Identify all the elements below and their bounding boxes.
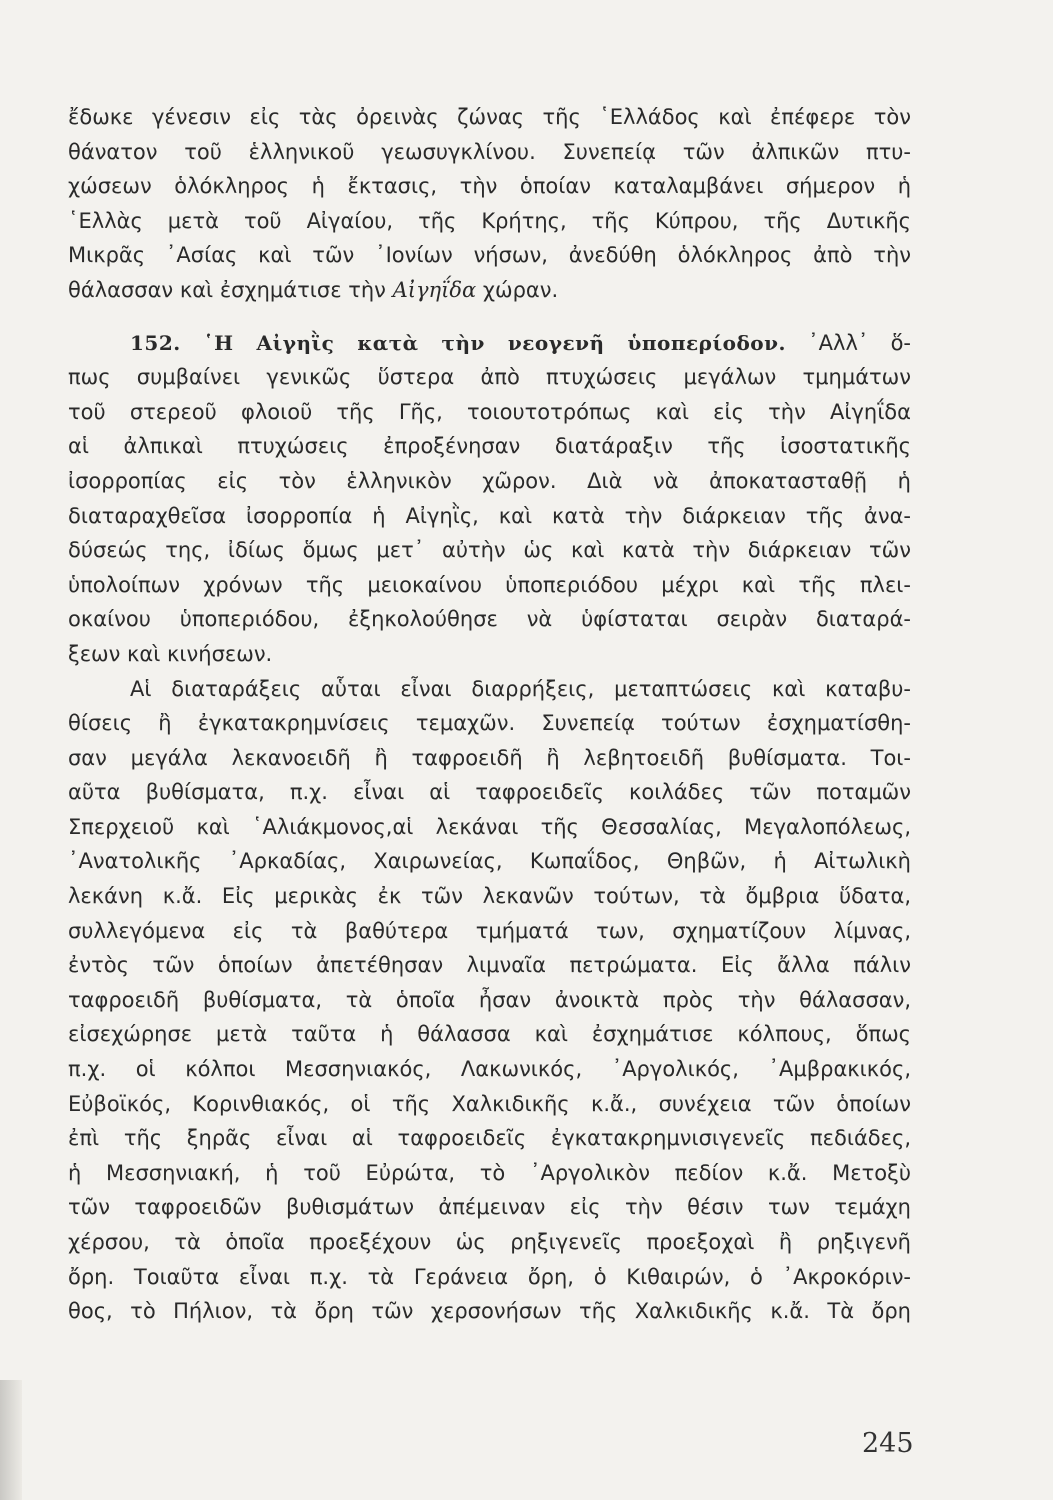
text-line: τοῦ στερεοῦ φλοιοῦ τῆς Γῆς, τοιουτοτρόπως καὶ εἰς τὴν Αἰγηΐδα [68,399,911,424]
text-line: Εὐβοϊκός, Κορινθιακός, οἱ τῆς Χαλκιδικῆς κ.ἄ., συνέχεια τῶν ὁποίων [68,1091,911,1116]
text-line: λεκάνη κ.ἄ. Εἰς μερικὰς ἐκ τῶν λεκανῶν τούτων, τὰ ὄμβρια ὕδατα, [68,884,911,909]
text-fragment: θάλασσαν καὶ ἐσχημάτισε τὴν [68,277,393,302]
section-heading-line [68,326,911,361]
text-line: ξεων καὶ κινήσεων. [68,641,273,666]
section-heading: 152. ῾Η Αἰγηῒς κατὰ τὴν νεογενῆ ὑποπερίοδον. [130,330,786,355]
paragraph-2 [68,326,911,672]
text-fragment: ᾿Αλλ᾿ ὅ- [785,330,911,355]
text-line: δύσεώς της, ἰδίως ὅμως μετ᾿ αὐτὴν ὡς καὶ κατὰ τὴν διάρκειαν τῶν [68,538,911,563]
text-line: θάνατον τοῦ ἑλληνικοῦ γεωσυγκλίνου. Συνεπείᾳ τῶν ἀλπικῶν πτυ- [68,139,911,164]
text-line: διαταραχθεῖσα ἰσορροπία ἡ Αἰγηῒς, καὶ κατὰ τὴν διάρκειαν τῆς ἀνα- [68,503,911,528]
text-line: χέρσου, τὰ ὁποῖα προεξέχουν ὡς ρηξιγενεῖς προεξοχαὶ ἢ ρηξιγενῆ [68,1230,911,1254]
text-line: τῶν ταφροειδῶν βυθισμάτων ἀπέμειναν εἰς τὴν θέσιν των τεμάχη [68,1195,911,1220]
text-line: ἰσορροπίας εἰς τὸν ἑλληνικὸν χῶρον. Διὰ νὰ ἀποκατασταθῇ ἡ [68,468,911,493]
paragraph-1 [68,100,911,308]
text-line: πως συμβαίνει γενικῶς ὕστερα ἀπὸ πτυχώσεις μεγάλων τμημάτων [68,365,911,390]
paragraph-3 [68,672,911,1329]
text-line: ᾿Ανατολικῆς ᾿Αρκαδίας, Χαιρωνείας, Κωπαΐδος, Θηβῶν, ἡ Αἰτωλικὴ [68,849,911,874]
text-line: εἰσεχώρησε μετὰ ταῦτα ἡ θάλασσα καὶ ἐσχημάτισε κόλπους, ὅπως [68,1022,911,1047]
text-line [68,273,911,308]
text-line: ἐντὸς τῶν ὁποίων ἀπετέθησαν λιμναῖα πετρώματα. Εἰς ἄλλα πάλιν [68,953,911,978]
text-line: συλλεγόμενα εἰς τὰ βαθύτερα τμήματά των, σχηματίζουν λίμνας, [68,918,911,943]
italic-term: Αἰγηΐδα [392,277,477,302]
text-line: οκαίνου ὑποπεριόδου, ἐξηκολούθησε νὰ ὑφίσταται σειρὰν διαταρά- [68,607,911,632]
page-number: 245 [862,1428,914,1459]
text-line: ἡ Μεσσηνιακή, ἡ τοῦ Εὐρώτα, τὸ ᾿Αργολικὸν πεδίον κ.ἄ. Μετοξὺ [68,1160,911,1185]
text-line: Μικρᾶς ᾿Ασίας καὶ τῶν ᾿Ιονίων νήσων, ἀνεδύθη ὁλόκληρος ἀπὸ τὴν [68,243,911,268]
text-line: ἔδωκε γένεσιν εἰς τὰς ὀρεινὰς ζώνας τῆς ῾Ελλάδος καὶ ἐπέφερε τὸν [68,105,911,129]
text-line: ὑπολοίπων χρόνων τῆς μειοκαίνου ὑποπεριόδου μέχρι καὶ τῆς πλει- [68,572,911,597]
text-line: αἱ ἀλπικαὶ πτυχώσεις ἐπροξένησαν διατάραξιν τῆς ἰσοστατικῆς [68,434,911,459]
text-line: σαν μεγάλα λεκανοειδῆ ἢ ταφροειδῆ ἢ λεβητοειδῆ βυθίσματα. Τοι- [68,745,911,770]
text-line: ἐπὶ τῆς ξηρᾶς εἶναι αἱ ταφροειδεῖς ἐγκατακρημνισιγενεῖς πεδιάδες, [68,1126,911,1151]
text-line: ῾Ελλὰς μετὰ τοῦ Αἰγαίου, τῆς Κρήτης, τῆς Κύπρου, τῆς Δυτικῆς [68,208,911,233]
text-line: θίσεις ἢ ἐγκατακρημνίσεις τεμαχῶν. Συνεπείᾳ τούτων ἐσχηματίσθη- [68,711,911,736]
text-line: θος, τὸ Πήλιον, τὰ ὄρη τῶν χερσονήσων τῆς Χαλκιδικῆς κ.ἄ. Τὰ ὄρη [68,1299,911,1324]
text-line: αῦτα βυθίσματα, π.χ. εἶναι αἱ ταφροειδεῖς κοιλάδες τῶν ποταμῶν [68,780,911,805]
text-line: Σπερχειοῦ καὶ ῾Αλιάκμονος,αἱ λεκάναι τῆς Θεσσαλίας, Μεγαλοπόλεως, [68,814,911,839]
text-line: ὄρη. Τοιαῦτα εἶναι π.χ. τὰ Γεράνεια ὄρη, ὁ Κιθαιρών, ὁ ᾿Ακροκόριν- [68,1264,911,1289]
text-line: π.χ. οἱ κόλποι Μεσσηνιακός, Λακωνικός, ᾿Αργολικός, ᾿Αμβρακικός, [68,1057,911,1082]
text-line: χώσεων ὁλόκληρος ἡ ἔκτασις, τὴν ὁποίαν καταλαμβάνει σήμερον ἡ [68,174,911,199]
text-line: ταφροειδῆ βυθίσματα, τὰ ὁποῖα ἦσαν ἀνοικτὰ πρὸς τὴν θάλασσαν, [68,987,911,1012]
text-fragment: χώραν. [476,277,559,302]
page-edge-shadow [0,1380,22,1500]
text-line: Αἱ διαταράξεις αὗται εἶναι διαρρήξεις, μεταπτώσεις καὶ καταβυ- [130,676,911,701]
body-text [68,100,911,1329]
